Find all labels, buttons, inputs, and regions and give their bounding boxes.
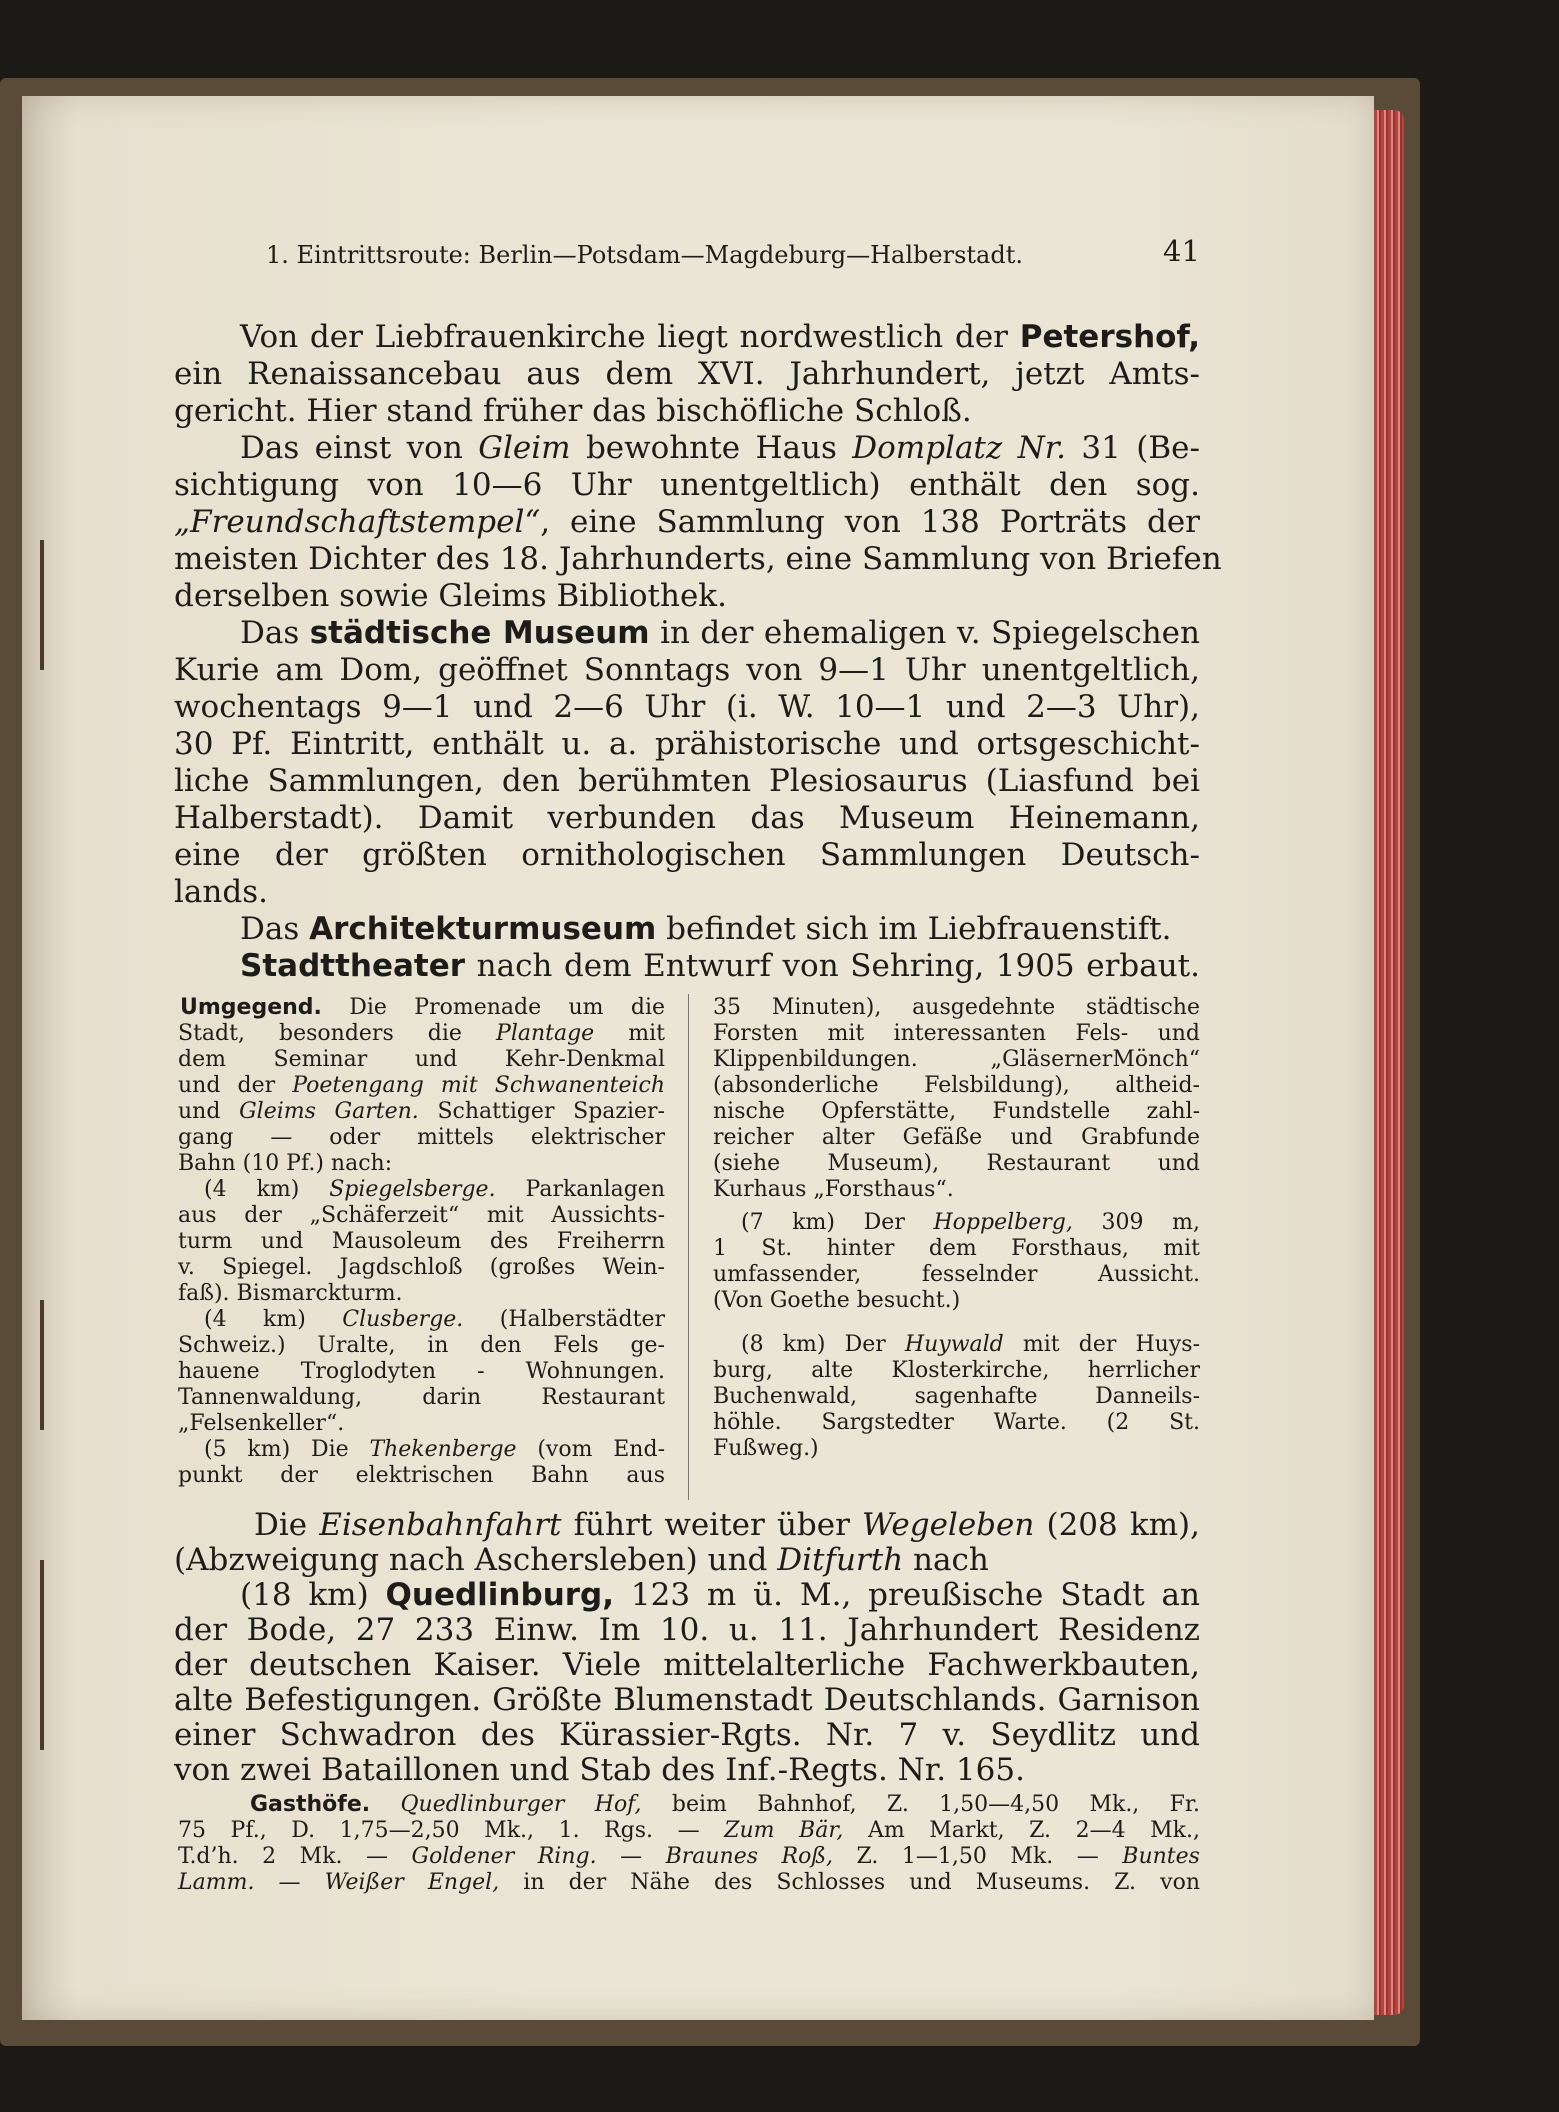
para6-line2: (Abzweigung nach Aschersleben) und Ditfurth nach [174,1542,989,1578]
para7-line2: der Bode, 27 233 Einw. Im 10. u. 11. Jahrhundert Residenz [174,1612,1200,1648]
right-line17: Fußweg.) [713,1436,819,1461]
para3-line7: eine der größten ornithologischen Sammlungen Deutsch- [174,837,1200,873]
column-divider [688,994,689,1500]
para7-line5: einer Schwadron des Kürassier-Rgts. Nr. 7 v. Seydlitz und [174,1717,1200,1753]
right-line13: (8 km) Der Huywald mit der Huys- [741,1332,1201,1357]
gasthoefe-line2: 75 Pf., D. 1,75—2,50 Mk., 1. Rgs. — Zum Bär, Am Markt, Z. 2—4 Mk., [178,1818,1200,1843]
para7-line3: der deutschen Kaiser. Viele mittelalterliche Fachwerkbauten, [174,1647,1200,1683]
para2-line1: Das einst von Gleim bewohnte Haus Domplatz Nr. 31 (Be- [240,430,1200,466]
left-line10: turm und Mausoleum des Freiherrn [178,1229,665,1254]
left-line4: und der Poetengang mit Schwanenteich [178,1073,666,1098]
para5: Stadttheater nach dem Entwurf von Sehring, 1905 erbaut. [240,948,1200,984]
gasthoefe-line4: Lamm. — Weißer Engel, in der Nähe des Schlosses und Museums. Z. von [178,1870,1200,1895]
left-line14: Schweiz.) Uralte, in den Fels ge- [178,1333,665,1358]
left-line7: Bahn (10 Pf.) nach: [178,1151,393,1176]
left-line17: „Felsenkeller“. [178,1411,345,1436]
right-line5: nische Opferstätte, Fundstelle zahl- [713,1099,1200,1124]
right-line3: Klippenbildungen. „GläsernerMönch“ [713,1047,1200,1072]
page-number: 41 [1163,234,1200,268]
left-line11: v. Spiegel. Jagdschloß (großes Wein- [178,1255,665,1280]
right-line4: (absonderliche Felsbildung), altheid- [713,1073,1200,1098]
left-line13: (4 km) Clusberge. (Halberstädter [204,1307,665,1332]
left-line15: hauene Troglodyten - Wohnungen. [178,1359,665,1384]
page-edges [1374,110,1404,2015]
para4: Das Architekturmuseum befindet sich im Liebfrauenstift. [240,911,1172,947]
para2-line5: derselben sowie Gleims Bibliothek. [174,578,727,614]
para3-line1: Das städtische Museum in der ehemaligen v. Spiegelschen [240,615,1200,651]
para3-line3: wochentags 9—1 und 2—6 Uhr (i. W. 10—1 und 2—3 Uhr), [174,689,1200,725]
right-line16: höhle. Sargstedter Warte. (2 St. [713,1410,1200,1435]
right-line7: (siehe Museum), Restaurant und [713,1151,1200,1176]
para1-line1: Von der Liebfrauenkirche liegt nordwestlich der Petershof, [240,319,1200,355]
left-line1: Umgegend. Die Promenade um die [180,995,665,1020]
right-line12: (Von Goethe besucht.) [713,1288,961,1313]
left-line2: Stadt, besonders die Plantage mit [178,1021,666,1046]
right-line8: Kurhaus „Forsthaus“. [713,1177,954,1202]
left-line8: (4 km) Spiegelsberge. Parkanlagen [204,1177,665,1202]
para3-line4: 30 Pf. Eintritt, enthält u. a. prähistorische und ortsgeschicht- [174,726,1200,762]
para3-line6: Halberstadt). Damit verbunden das Museum Heinemann, [174,800,1200,836]
right-line15: Buchenwald, sagenhafte Danneils- [713,1384,1200,1409]
left-line3: dem Seminar und Kehr-Denkmal [178,1047,665,1072]
left-line18: (5 km) Die Thekenberge (vom End- [204,1437,665,1462]
para3-line8: lands. [174,874,268,910]
gasthoefe-line3: T.d’h. 2 Mk. — Goldener Ring. — Braunes Roß, Z. 1—1,50 Mk. — Buntes [178,1844,1200,1869]
right-line9: (7 km) Der Hoppelberg, 309 m, [741,1210,1200,1235]
para6-line1: Die Eisenbahnfahrt führt weiter über Wegeleben (208 km), [254,1507,1200,1543]
para1-line2: ein Renaissancebau aus dem XVI. Jahrhundert, jetzt Amts- [174,356,1200,392]
para7-line4: alte Befestigungen. Größte Blumenstadt Deutschlands. Garnison [174,1682,1200,1718]
para3-line2: Kurie am Dom, geöffnet Sonntags von 9—1 Uhr unentgeltlich, [174,652,1200,688]
right-line2: Forsten mit interessanten Fels- und [713,1021,1200,1046]
gasthoefe-line1: Gasthöfe. Quedlinburger Hof, beim Bahnhof, Z. 1,50—4,50 Mk., Fr. [250,1792,1200,1817]
petershof-term: Petershof, [1019,319,1200,355]
left-line6: gang — oder mittels elektrischer [178,1125,665,1150]
right-line1: 35 Minuten), ausgedehnte städtische [713,995,1200,1020]
right-line11: umfassender, fesselnder Aussicht. [713,1262,1200,1287]
para7-line1: (18 km) Quedlinburg, 123 m ü. M., preußische Stadt an [240,1577,1200,1613]
right-line6: reicher alter Gefäße und Grabfunde [713,1125,1200,1150]
para2-line4: meisten Dichter des 18. Jahrhunderts, eine Sammlung von Briefen [174,541,1222,577]
running-title: 1. Eintrittsroute: Berlin—Potsdam—Magdeburg—Halberstadt. [266,241,1023,269]
left-line19: punkt der elektrischen Bahn aus [178,1463,665,1488]
left-line12: faß). Bismarckturm. [178,1281,403,1306]
left-line9: aus der „Schäferzeit“ mit Aussichts- [178,1203,665,1228]
para2-line2: sichtigung von 10—6 Uhr unentgeltlich) enthält den sog. [174,467,1200,503]
para7-line6: von zwei Bataillonen und Stab des Inf.-Regts. Nr. 165. [174,1752,1025,1788]
right-line10: 1 St. hinter dem Forsthaus, mit [713,1236,1200,1261]
para1-line3: gericht. Hier stand früher das bischöfliche Schloß. [174,393,972,429]
right-line14: burg, alte Klosterkirche, herrlicher [713,1358,1200,1383]
para3-line5: liche Sammlungen, den berühmten Plesiosaurus (Liasfund bei [174,763,1200,799]
left-line16: Tannenwaldung, darin Restaurant [178,1385,665,1410]
left-line5: und Gleims Garten. Schattiger Spazier- [178,1099,665,1124]
para2-line3: „Freundschaftstempel“, eine Sammlung von 138 Porträts der [174,504,1200,540]
